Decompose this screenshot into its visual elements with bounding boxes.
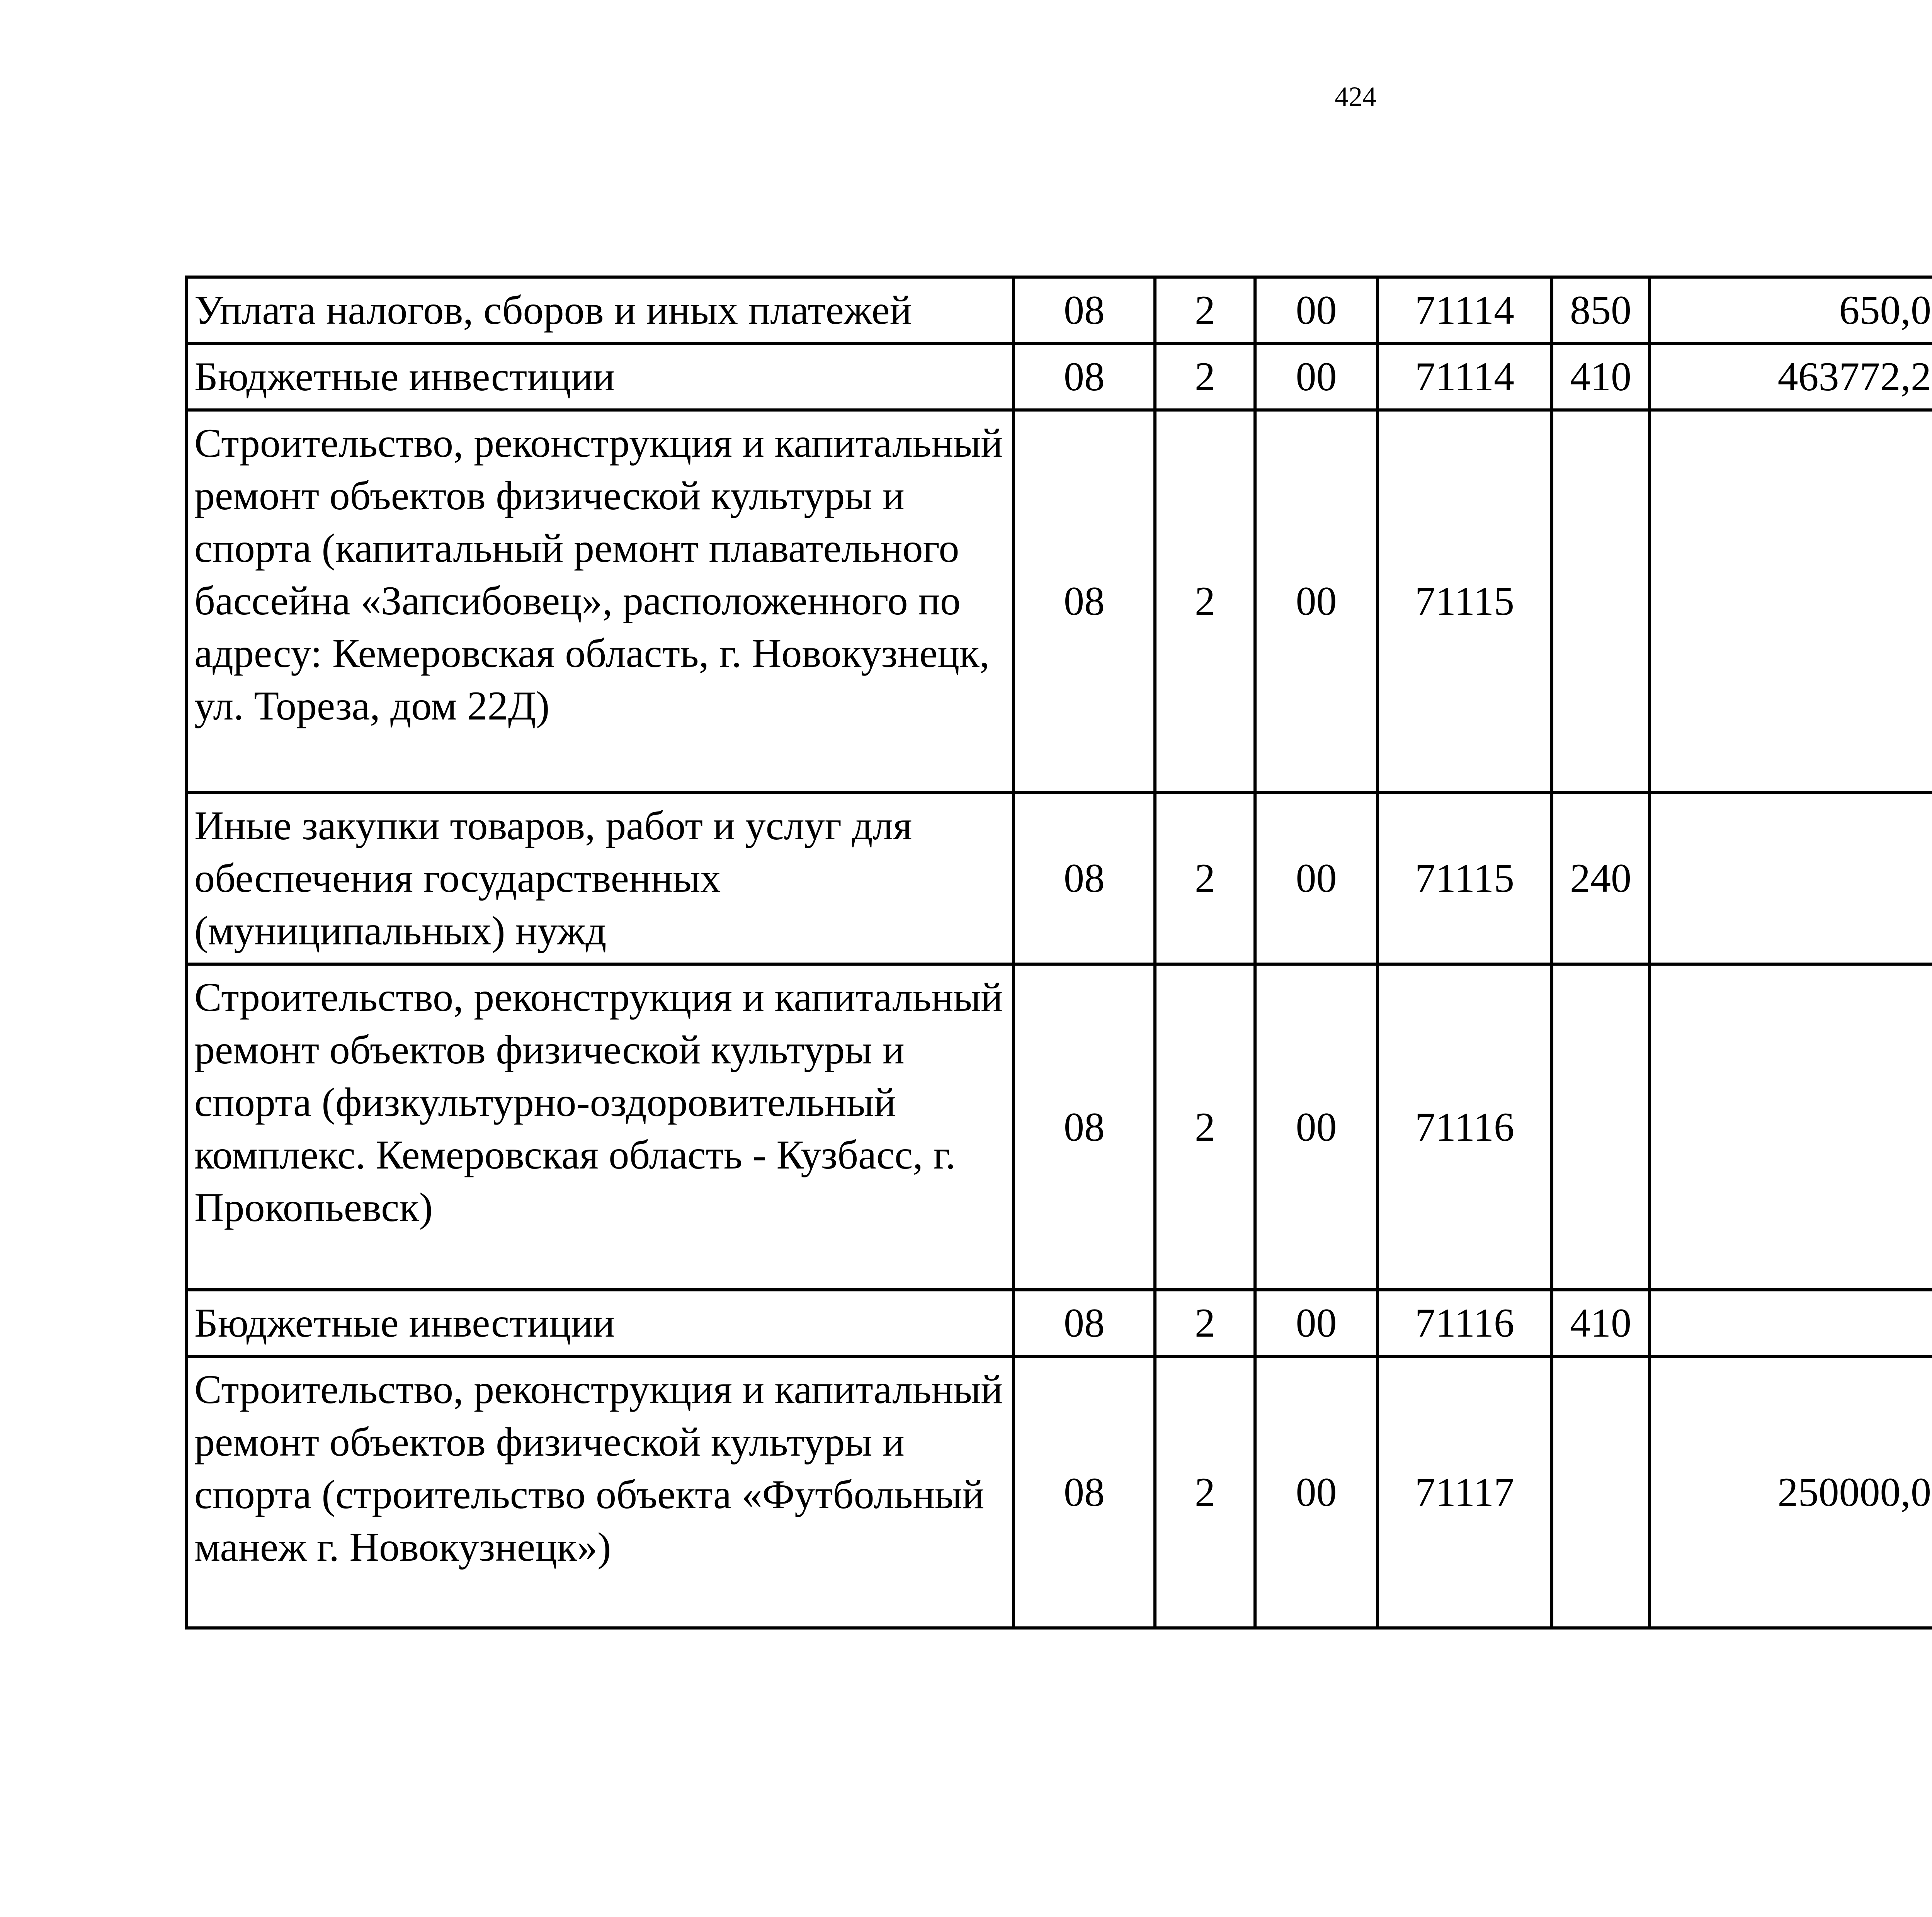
page-number: 424 xyxy=(1335,81,1376,112)
amount-year-1-cell: 650,0 xyxy=(1650,277,1932,344)
program-code-cell: 2 xyxy=(1155,1356,1255,1628)
program-code-cell: 2 xyxy=(1155,277,1255,344)
amount-year-1-cell: 250000,0 xyxy=(1650,1356,1932,1628)
amount-year-1-cell xyxy=(1650,1290,1932,1356)
expense-type-cell xyxy=(1552,1356,1650,1628)
section-code-cell: 08 xyxy=(1014,410,1155,793)
table-row xyxy=(187,793,1932,964)
budget-table xyxy=(185,276,1932,1630)
subprogram-code-cell: 00 xyxy=(1255,793,1378,964)
program-code-cell: 2 xyxy=(1155,410,1255,793)
program-code-cell: 2 xyxy=(1155,964,1255,1290)
subprogram-code-cell: 00 xyxy=(1255,410,1378,793)
direction-code-cell: 71116 xyxy=(1378,1290,1552,1356)
expense-name-cell: Уплата налогов, сборов и иных платежей xyxy=(187,277,1014,344)
expense-name-cell: Бюджетные инвестиции xyxy=(187,344,1014,410)
direction-code-cell: 71115 xyxy=(1378,410,1552,793)
expense-type-cell xyxy=(1552,964,1650,1290)
table-row xyxy=(187,344,1932,410)
expense-type-cell: 410 xyxy=(1552,1290,1650,1356)
subprogram-code-cell: 00 xyxy=(1255,344,1378,410)
expense-type-cell: 410 xyxy=(1552,344,1650,410)
section-code-cell: 08 xyxy=(1014,793,1155,964)
expense-type-cell: 240 xyxy=(1552,793,1650,964)
table-row xyxy=(187,1356,1932,1628)
expense-type-cell: 850 xyxy=(1552,277,1650,344)
direction-code-cell: 71117 xyxy=(1378,1356,1552,1628)
section-code-cell: 08 xyxy=(1014,1356,1155,1628)
section-code-cell: 08 xyxy=(1014,1290,1155,1356)
table-row xyxy=(187,277,1932,344)
direction-code-cell: 71114 xyxy=(1378,277,1552,344)
program-code-cell: 2 xyxy=(1155,793,1255,964)
expense-name-cell: Строительство, реконструкция и капитальный ремонт объектов физической культуры и спорта (физкультурно-оздоровительный комплекс. Кемеровская область - Кузбасс, г. Прокопьевск) xyxy=(187,964,1014,1290)
section-code-cell: 08 xyxy=(1014,964,1155,1290)
expense-name-cell: Строительство, реконструкция и капитальный ремонт объектов физической культуры и спорта (капитальный ремонт плавательного бассейна «Запсибовец», расположенного по адресу: Кемеровская область, г. Новокузнецк, ул. Тореза, дом 22Д) xyxy=(187,410,1014,793)
section-code-cell: 08 xyxy=(1014,277,1155,344)
amount-year-1-cell xyxy=(1650,410,1932,793)
program-code-cell: 2 xyxy=(1155,1290,1255,1356)
direction-code-cell: 71116 xyxy=(1378,964,1552,1290)
direction-code-cell: 71114 xyxy=(1378,344,1552,410)
expense-name-cell: Строительство, реконструкция и капитальный ремонт объектов физической культуры и спорта (строительство объекта «Футбольный манеж г. Новокузнецк») xyxy=(187,1356,1014,1628)
subprogram-code-cell: 00 xyxy=(1255,277,1378,344)
subprogram-code-cell: 00 xyxy=(1255,1290,1378,1356)
direction-code-cell: 71115 xyxy=(1378,793,1552,964)
table-row xyxy=(187,1290,1932,1356)
subprogram-code-cell: 00 xyxy=(1255,1356,1378,1628)
amount-year-1-cell xyxy=(1650,793,1932,964)
expense-name-cell: Иные закупки товаров, работ и услуг для обеспечения государственных (муниципальных) нужд xyxy=(187,793,1014,964)
table-row xyxy=(187,410,1932,793)
expense-name-cell: Бюджетные инвестиции xyxy=(187,1290,1014,1356)
amount-year-1-cell: 463772,2 xyxy=(1650,344,1932,410)
table-row xyxy=(187,964,1932,1290)
subprogram-code-cell: 00 xyxy=(1255,964,1378,1290)
amount-year-1-cell xyxy=(1650,964,1932,1290)
program-code-cell: 2 xyxy=(1155,344,1255,410)
expense-type-cell xyxy=(1552,410,1650,793)
section-code-cell: 08 xyxy=(1014,344,1155,410)
